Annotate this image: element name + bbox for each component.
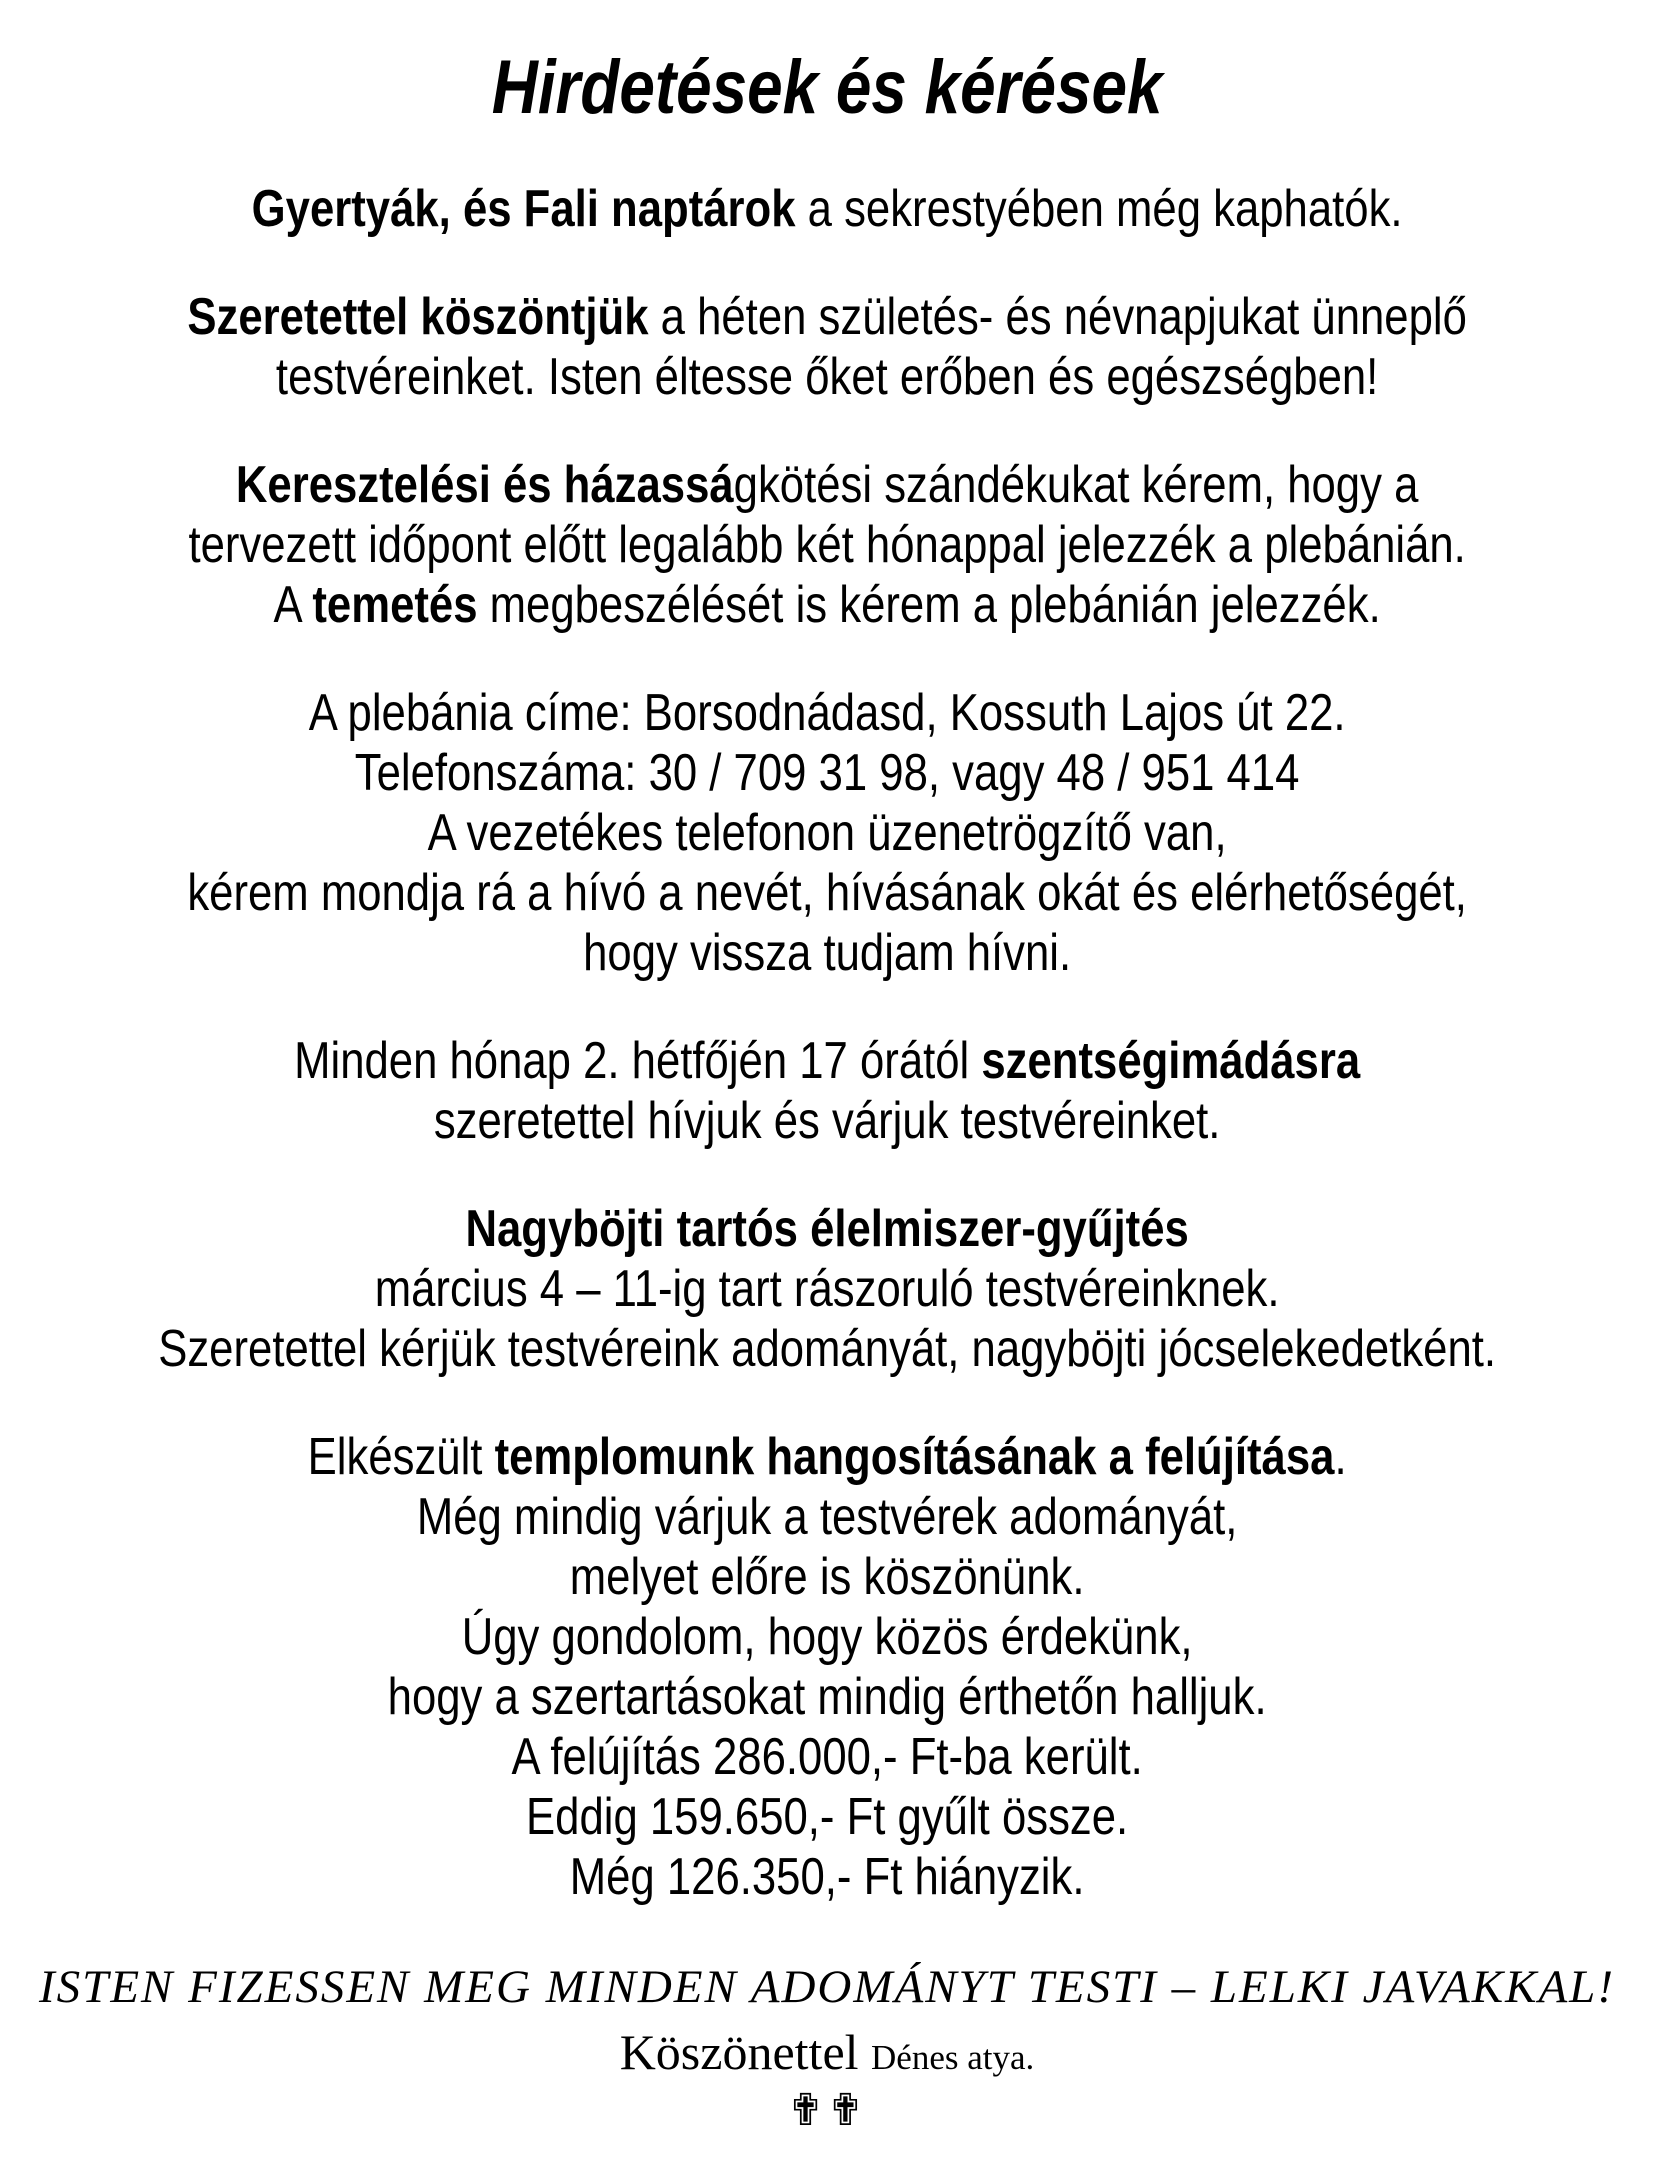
- text-line: [0, 803, 1653, 863]
- text-segment: Minden hónap 2. hétfőjén 17 órától: [293, 1032, 982, 1091]
- text-segment: hogy vissza tudjam hívni.: [583, 924, 1071, 983]
- renovation-cost-line: [0, 1727, 1653, 1787]
- text-segment: A vezetékes telefonon üzenetrögzítő van,: [427, 804, 1227, 863]
- bold-text-segment: Keresztelési és házassá: [235, 456, 734, 515]
- page-title: Hirdetések és kérések: [491, 45, 1163, 130]
- text-segment: március 4 – 11-ig tart rászoruló testvéreinknek.: [374, 1260, 1280, 1319]
- text-line: [0, 1259, 1653, 1319]
- thanks-text: Köszönettel: [619, 2023, 859, 2080]
- signature-text: Dénes atya.: [871, 2037, 1035, 2077]
- text-line: [0, 923, 1653, 983]
- bold-text-segment: temetés: [312, 576, 478, 635]
- text-segment: szeretettel hívjuk és várjuk testvéreinket.: [433, 1092, 1221, 1151]
- section-baptism-wedding-funeral: [0, 455, 1653, 635]
- text-segment: .: [1334, 1428, 1347, 1487]
- text-segment: Még mindig várjuk a testvérek adományát,: [416, 1488, 1238, 1547]
- text-segment: Még 126.350,- Ft hiányzik.: [569, 1848, 1085, 1907]
- footer: [0, 1959, 1654, 2135]
- text-line: [0, 1547, 1653, 1607]
- section-monthly-adoration: [0, 1031, 1653, 1151]
- text-segment: megbeszélését is kérem a plebánián jelezzék.: [477, 576, 1381, 635]
- bold-text-segment: Gyertyák, és Fali naptárok: [251, 180, 796, 239]
- main-content: [0, 44, 1653, 1907]
- text-line: [0, 455, 1653, 515]
- bold-text-segment: Szeretettel köszöntjük: [187, 288, 649, 347]
- text-line: [0, 1607, 1653, 1667]
- section-lenten-food-drive: [0, 1199, 1653, 1379]
- text-segment: A: [273, 576, 313, 635]
- parish-address-line: [0, 683, 1653, 743]
- section-candles-calendars: [0, 179, 1653, 239]
- text-line: [0, 575, 1653, 635]
- text-segment: a sekrestyében még kaphatók.: [795, 180, 1403, 239]
- bold-text-segment: Nagyböjti tartós élelmiszer-gyűjtés: [465, 1200, 1189, 1259]
- section-sound-system-renovation: [0, 1427, 1653, 1907]
- bold-text-segment: templomunk hangosításának a felújítása: [494, 1428, 1335, 1487]
- text-segment: Elkészült: [307, 1428, 495, 1487]
- text-line: [0, 1091, 1653, 1151]
- signature-line: [0, 2024, 1654, 2082]
- text-line: [0, 1427, 1653, 1487]
- text-line: [0, 1031, 1653, 1091]
- text-segment: A felújítás 286.000,- Ft-ba került.: [511, 1728, 1143, 1787]
- missing-amount-line: [0, 1847, 1653, 1907]
- parish-phone-line: [0, 743, 1653, 803]
- text-line: [0, 287, 1653, 347]
- text-line: [0, 1487, 1653, 1547]
- section-parish-contact: [0, 683, 1653, 983]
- text-line: [0, 515, 1653, 575]
- section-birthday-greetings: [0, 287, 1653, 407]
- text-line: [0, 1667, 1653, 1727]
- text-line: [0, 347, 1653, 407]
- cross-icon: ✟✟: [787, 2085, 867, 2137]
- blessing-text: ISTEN FIZESSEN MEG MINDEN ADOMÁNYT TESTI – LELKI JAVAKKAL!: [39, 1961, 1615, 2014]
- text-segment: hogy a szertartásokat mindig érthetőn halljuk.: [387, 1668, 1267, 1727]
- text-segment: Úgy gondolom, hogy közös érdekünk,: [461, 1608, 1193, 1667]
- text-segment: Szeretettel kérjük testvéreink adományát, nagyböjti jócselekedetként.: [158, 1320, 1496, 1379]
- text-segment: A plebánia címe: Borsodnádasd, Kossuth Lajos út 22.: [308, 684, 1346, 743]
- text-line: [0, 1319, 1653, 1379]
- text-segment: testvéreinket. Isten éltesse őket erőben és egészségben!: [275, 348, 1379, 407]
- food-drive-heading: [0, 1199, 1653, 1259]
- text-segment: kérem mondja rá a hívó a nevét, hívásának okát és elérhetőségét,: [187, 864, 1467, 923]
- collected-amount-line: [0, 1787, 1653, 1847]
- text-segment: a héten születés- és névnapjukat ünneplő: [648, 288, 1467, 347]
- text-line: [0, 863, 1653, 923]
- text-segment: melyet előre is köszönünk.: [569, 1548, 1085, 1607]
- text-line: [0, 179, 1653, 239]
- bold-text-segment: szentségimádásra: [981, 1032, 1361, 1091]
- text-segment: Telefonszáma: 30 / 709 31 98, vagy 48 / 951 414: [354, 744, 1300, 803]
- text-segment: tervezett időpont előtt legalább két hónappal jelezzék a plebánián.: [188, 516, 1466, 575]
- text-segment: Eddig 159.650,- Ft gyűlt össze.: [525, 1788, 1129, 1847]
- text-segment: gkötési szándékukat kérem, hogy a: [733, 456, 1419, 515]
